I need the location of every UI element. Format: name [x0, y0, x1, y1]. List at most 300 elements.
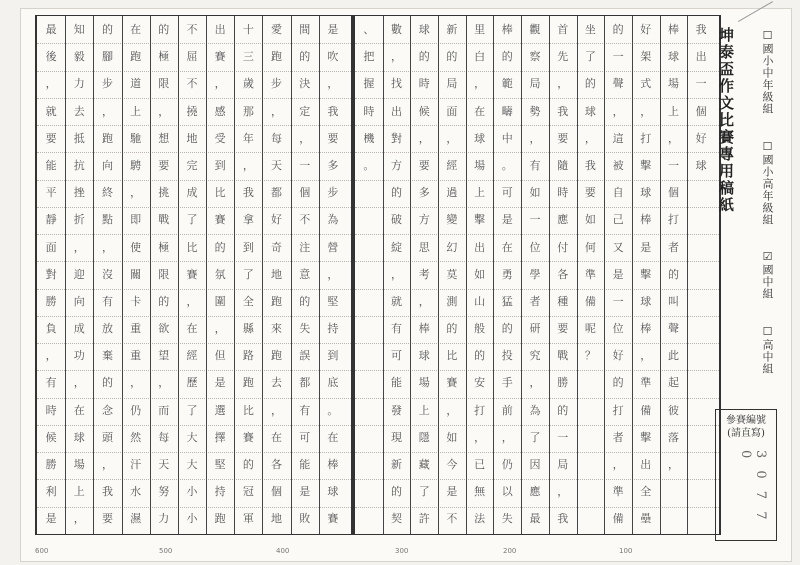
essay-character: 擊	[640, 430, 652, 444]
essay-character: 安	[474, 376, 486, 390]
essay-character: ，	[101, 458, 113, 471]
essay-character: 軍	[242, 512, 254, 526]
right-column-4	[604, 16, 632, 534]
essay-character: 猛	[501, 294, 513, 308]
essay-character: 勇	[501, 267, 513, 281]
essay-character: 可	[391, 349, 403, 363]
essay-character: 抵	[73, 131, 85, 145]
essay-character: 的	[557, 403, 569, 417]
essay-character: 場	[474, 158, 486, 172]
left-column-5	[206, 16, 234, 534]
essay-character: 球	[474, 131, 486, 145]
essay-character: 賽	[214, 50, 226, 64]
essay-character: ，	[271, 403, 283, 417]
essay-character: 比	[242, 403, 254, 417]
essay-character: 打	[474, 403, 486, 417]
essay-character: 個	[299, 186, 311, 200]
essay-character: 隱	[418, 430, 430, 444]
essay-character: 在	[501, 240, 513, 254]
essay-character: 不	[299, 213, 311, 227]
essay-character: 即	[130, 213, 142, 227]
essay-character: 是	[214, 376, 226, 390]
essay-character: 可	[299, 430, 311, 444]
essay-character: 天	[158, 458, 170, 471]
essay-character: 己	[612, 213, 624, 227]
essay-character: 候	[45, 430, 57, 444]
essay-character: 對	[391, 131, 403, 145]
essay-character: ，	[418, 131, 430, 145]
essay-character: 不	[186, 23, 198, 36]
entry-number-label: 參賽編號 (請直寫)	[726, 415, 766, 439]
essay-character: ，	[446, 131, 458, 145]
essay-character: 不	[186, 77, 198, 91]
essay-character: 彼	[667, 403, 679, 417]
essay-character: 的	[612, 376, 624, 390]
essay-character: ，	[474, 430, 486, 444]
essay-character: 球	[327, 485, 339, 499]
essay-character: 挑	[158, 186, 170, 200]
essay-character: ，	[612, 104, 624, 118]
essay-character: 限	[158, 267, 170, 281]
essay-character: 氛	[214, 267, 226, 281]
essay-character: 今	[446, 458, 458, 471]
essay-character: 營	[327, 240, 339, 254]
essay-character: 的	[214, 240, 226, 254]
essay-character: 上	[474, 186, 486, 200]
essay-character: 莫	[446, 267, 458, 281]
essay-character: 經	[446, 158, 458, 172]
essay-character: 持	[327, 322, 339, 336]
essay-character: ，	[529, 131, 541, 145]
essay-character: 首	[557, 23, 569, 36]
essay-character: 而	[158, 403, 170, 417]
essay-character: 為	[529, 403, 541, 417]
essay-character: 對	[45, 267, 57, 281]
essay-character: 棒	[327, 458, 339, 471]
essay-character: 有	[299, 403, 311, 417]
essay-character: ，	[101, 240, 113, 254]
essay-character: 般	[474, 322, 486, 336]
essay-character: 平	[45, 186, 57, 200]
essay-character: ，	[327, 267, 339, 281]
essay-character: ，	[501, 430, 513, 444]
essay-character: 如	[584, 213, 596, 227]
essay-character: 場	[73, 458, 85, 471]
essay-character: 的	[584, 77, 596, 91]
essay-character: 法	[474, 512, 486, 526]
essay-character: 是	[501, 213, 513, 227]
essay-character: 出	[391, 104, 403, 118]
essay-character: 擇	[214, 430, 226, 444]
essay-character: 擊	[640, 267, 652, 281]
essay-character: 向	[101, 158, 113, 172]
essay-character: 的	[101, 376, 113, 390]
essay-character: 以	[501, 485, 513, 499]
essay-character: 是	[612, 267, 624, 281]
essay-character: 有	[101, 294, 113, 308]
essay-character: 有	[45, 376, 57, 390]
form-header	[705, 19, 779, 409]
essay-character: 極	[158, 240, 170, 254]
essay-character: 握	[363, 77, 375, 91]
essay-character: 年	[242, 131, 254, 145]
essay-character: 測	[446, 294, 458, 308]
essay-character: 棒	[667, 23, 679, 36]
left-column-11	[37, 16, 65, 534]
essay-character: ，	[327, 77, 339, 91]
essay-character: 地	[271, 267, 283, 281]
essay-character: 比	[446, 349, 458, 363]
essay-character: ，	[584, 131, 596, 145]
essay-character: 了	[186, 403, 198, 417]
essay-character: 的	[158, 23, 170, 36]
essay-character: 此	[667, 349, 679, 363]
essay-character: 到	[214, 158, 226, 172]
left-column-2	[291, 16, 319, 534]
essay-character: ，	[529, 376, 541, 390]
essay-character: 濕	[130, 512, 142, 526]
essay-character: 毅	[73, 50, 85, 64]
essay-character: 因	[529, 458, 541, 471]
essay-character: 最	[45, 23, 57, 36]
essay-character: 每	[271, 131, 283, 145]
essay-character: 跑	[271, 294, 283, 308]
essay-character: 每	[158, 430, 170, 444]
essay-character: 腳	[101, 50, 113, 64]
essay-character: 自	[612, 186, 624, 200]
essay-character: 底	[327, 376, 339, 390]
essay-character: 我	[557, 512, 569, 526]
essay-character: 的	[101, 23, 113, 36]
right-column-9	[466, 16, 494, 534]
essay-character: 我	[242, 186, 254, 200]
grid-page-right	[353, 15, 721, 535]
essay-character: 能	[299, 458, 311, 471]
essay-character: 球	[73, 430, 85, 444]
right-column-8	[493, 16, 521, 534]
essay-character: 要	[557, 131, 569, 145]
essay-character: 跑	[271, 50, 283, 64]
essay-character: 如	[474, 267, 486, 281]
essay-character: 小	[186, 512, 198, 526]
essay-character: 在	[271, 430, 283, 444]
essay-character: 破	[391, 213, 403, 227]
essay-character: 完	[186, 158, 198, 172]
essay-character: 備	[612, 512, 624, 526]
essay-character: 是	[327, 23, 339, 36]
essay-character: 知	[73, 23, 85, 36]
essay-character: 出	[214, 23, 226, 36]
essay-character: ，	[612, 458, 624, 471]
essay-character: ，	[130, 376, 142, 390]
essay-character: 。	[363, 158, 375, 172]
essay-character: ，	[73, 240, 85, 254]
essay-character: ，	[73, 512, 85, 526]
essay-character: 勝	[45, 458, 57, 471]
essay-character: 叫	[667, 294, 679, 308]
level-option-senior-high: ☐高中組	[761, 324, 774, 375]
essay-character: 擊	[640, 158, 652, 172]
essay-character: 上	[130, 104, 142, 118]
essay-character: ，	[391, 50, 403, 64]
essay-character: 。	[501, 158, 513, 172]
essay-character: 汗	[130, 458, 142, 471]
essay-character: 縣	[242, 322, 254, 336]
right-column-12	[383, 16, 411, 534]
essay-character: 吹	[327, 50, 339, 64]
essay-character: ，	[214, 77, 226, 91]
essay-character: ，	[130, 186, 142, 200]
essay-character: 上	[73, 485, 85, 499]
essay-character: 如	[446, 430, 458, 444]
essay-character: 準	[612, 485, 624, 499]
essay-character: 感	[214, 104, 226, 118]
essay-character: 了	[418, 485, 430, 499]
essay-character: 我	[327, 104, 339, 118]
essay-character: 大	[186, 430, 198, 444]
essay-character: 式	[640, 77, 652, 91]
essay-character: 要	[327, 131, 339, 145]
essay-character: 打	[667, 213, 679, 227]
entry-number-value: 3 0 7 7 0	[738, 450, 768, 524]
essay-character: 山	[474, 294, 486, 308]
essay-character: 落	[667, 430, 679, 444]
essay-character: 注	[299, 240, 311, 254]
essay-character: 有	[391, 322, 403, 336]
essay-character: 隨	[557, 158, 569, 172]
essay-character: 方	[391, 158, 403, 172]
essay-character: 能	[45, 158, 57, 172]
essay-character: 里	[474, 23, 486, 36]
essay-character: 堅	[327, 294, 339, 308]
essay-character: 無	[474, 485, 486, 499]
grid-page-left	[35, 15, 353, 535]
essay-character: 頭	[101, 430, 113, 444]
essay-character: 球	[695, 158, 707, 172]
essay-character: 、	[363, 23, 375, 36]
essay-character: 的	[667, 267, 679, 281]
essay-character: 個	[695, 104, 707, 118]
essay-character: ，	[446, 403, 458, 417]
left-column-8	[122, 16, 150, 534]
essay-character: 在	[186, 322, 198, 336]
essay-character: 步	[327, 186, 339, 200]
essay-character: 的	[391, 485, 403, 499]
essay-character: 就	[45, 104, 57, 118]
essay-character: 聲	[612, 77, 624, 91]
essay-character: 經	[186, 349, 198, 363]
essay-character: 時	[557, 186, 569, 200]
essay-character: 能	[391, 376, 403, 390]
essay-character: 一	[667, 158, 679, 172]
left-column-1	[319, 16, 347, 534]
essay-character: 天	[271, 158, 283, 172]
essay-character: 在	[73, 403, 85, 417]
essay-character: 成	[186, 186, 198, 200]
essay-character: 跑	[271, 349, 283, 363]
essay-character: 跑	[101, 131, 113, 145]
essay-character: 是	[45, 512, 57, 526]
essay-character: 失	[501, 512, 513, 526]
essay-character: ，	[667, 458, 679, 471]
essay-character: 靜	[45, 213, 57, 227]
essay-character: 最	[529, 512, 541, 526]
essay-character: 我	[584, 158, 596, 172]
essay-character: 重	[130, 322, 142, 336]
essay-character: 應	[529, 485, 541, 499]
essay-character: 好	[640, 23, 652, 36]
essay-character: 備	[584, 294, 596, 308]
essay-character: 跑	[214, 512, 226, 526]
essay-character: 馳	[130, 131, 142, 145]
essay-character: 思	[418, 240, 430, 254]
essay-character: 的	[158, 294, 170, 308]
essay-character: 限	[158, 77, 170, 91]
essay-character: 球	[584, 104, 596, 118]
essay-character: 跑	[130, 50, 142, 64]
left-column-3	[262, 16, 290, 534]
essay-character: 到	[327, 349, 339, 363]
essay-character: 學	[529, 267, 541, 281]
essay-character: 的	[501, 322, 513, 336]
essay-character: 備	[640, 403, 652, 417]
essay-character: 我	[557, 104, 569, 118]
essay-character: 念	[101, 403, 113, 417]
essay-character: 面	[45, 240, 57, 254]
essay-character: 投	[501, 349, 513, 363]
essay-character: 可	[501, 186, 513, 200]
essay-character: 各	[557, 267, 569, 281]
essay-character: ，	[640, 349, 652, 363]
essay-character: 個	[271, 485, 283, 499]
essay-character: 我	[695, 23, 707, 36]
essay-character: 種	[557, 294, 569, 308]
essay-character: 發	[391, 403, 403, 417]
essay-character: 球	[418, 349, 430, 363]
essay-character: 藏	[418, 458, 430, 471]
essay-character: 地	[271, 512, 283, 526]
essay-character: 棒	[418, 322, 430, 336]
essay-character: 的	[418, 50, 430, 64]
essay-character: 然	[130, 430, 142, 444]
essay-character: 騁	[130, 158, 142, 172]
essay-character: ，	[158, 376, 170, 390]
essay-character: 坐	[584, 23, 596, 36]
essay-character: ，	[557, 77, 569, 91]
essay-character: 極	[158, 50, 170, 64]
right-column-10	[438, 16, 466, 534]
essay-character: 比	[186, 240, 198, 254]
essay-character: 了	[186, 213, 198, 227]
essay-character: 多	[418, 186, 430, 200]
essay-character: 位	[612, 322, 624, 336]
level-options	[759, 29, 775, 395]
essay-character: 何	[584, 240, 596, 254]
essay-character: 在	[130, 23, 142, 36]
essay-character: 勢	[529, 104, 541, 118]
essay-character: 比	[214, 186, 226, 200]
essay-character: 新	[446, 23, 458, 36]
essay-character: 把	[363, 50, 375, 64]
essay-character: 步	[271, 77, 283, 91]
essay-character: 的	[612, 23, 624, 36]
essay-character: 三	[242, 50, 254, 64]
essay-character: 終	[101, 186, 113, 200]
essay-character: 是	[640, 240, 652, 254]
essay-character: 都	[299, 376, 311, 390]
essay-character: 選	[214, 403, 226, 417]
essay-character: 一	[695, 77, 707, 91]
essay-character: 仍	[501, 458, 513, 471]
essay-character: 的	[391, 186, 403, 200]
essay-character: 的	[446, 50, 458, 64]
essay-character: ，	[640, 104, 652, 118]
essay-character: 架	[640, 50, 652, 64]
essay-character: 持	[214, 485, 226, 499]
essay-character: 的	[299, 50, 311, 64]
essay-character: 力	[73, 77, 85, 91]
essay-character: 壘	[640, 512, 652, 526]
essay-character: 球	[418, 23, 430, 36]
essay-character: 呢	[584, 322, 596, 336]
essay-character: ，	[242, 158, 254, 172]
essay-character: 卡	[130, 294, 142, 308]
essay-character: 考	[418, 267, 430, 281]
essay-character: 在	[474, 104, 486, 118]
essay-character: 者	[667, 240, 679, 254]
right-column-11	[410, 16, 438, 534]
right-column-7	[521, 16, 549, 534]
essay-character: 打	[612, 403, 624, 417]
essay-character: 奇	[271, 240, 283, 254]
essay-character: 意	[299, 267, 311, 281]
essay-character: 的	[299, 294, 311, 308]
right-column-6	[549, 16, 577, 534]
right-column-5	[577, 16, 605, 534]
level-option-elementary-upper: ☐國小高年級組	[761, 139, 774, 226]
essay-character: 了	[584, 50, 596, 64]
essay-character: 棒	[640, 322, 652, 336]
essay-character: 範	[501, 77, 513, 91]
essay-character: 研	[529, 322, 541, 336]
essay-character: 堅	[214, 458, 226, 471]
essay-character: ，	[45, 77, 57, 91]
essay-character: 上	[667, 104, 679, 118]
essay-character: 去	[271, 376, 283, 390]
essay-character: 先	[557, 50, 569, 64]
essay-character: 好	[271, 213, 283, 227]
essay-character: 地	[186, 131, 198, 145]
essay-character: 新	[391, 458, 403, 471]
essay-character: 準	[584, 267, 596, 281]
essay-character: 勝	[45, 294, 57, 308]
right-column-13	[355, 16, 383, 534]
essay-character: 前	[501, 403, 513, 417]
essay-character: 一	[557, 430, 569, 444]
essay-character: 出	[474, 240, 486, 254]
essay-character: 來	[271, 322, 283, 336]
essay-character: 準	[640, 376, 652, 390]
essay-character: 撓	[186, 104, 198, 118]
essay-character: ，	[474, 77, 486, 91]
essay-character: 後	[45, 50, 57, 64]
essay-character: 全	[640, 485, 652, 499]
essay-character: 賽	[186, 267, 198, 281]
essay-character: 一	[529, 213, 541, 227]
essay-character: 不	[446, 512, 458, 526]
essay-character: 要	[557, 322, 569, 336]
essay-character: 屈	[186, 50, 198, 64]
